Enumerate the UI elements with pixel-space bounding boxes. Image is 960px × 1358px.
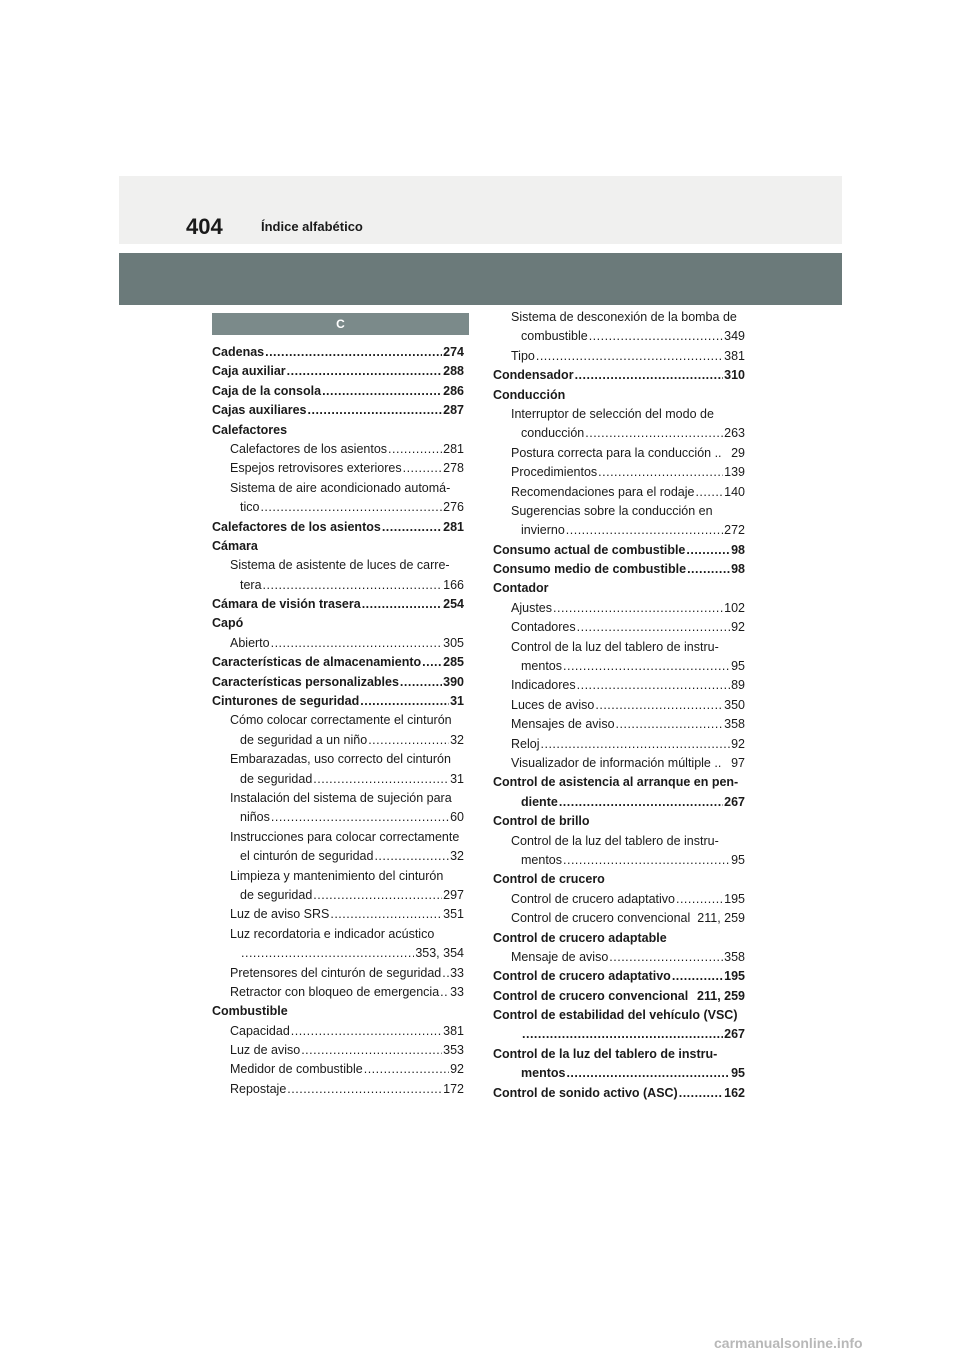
index-entry — [493, 967, 745, 986]
index-entry-page: 31 — [450, 771, 464, 786]
index-entry — [212, 576, 464, 595]
dot-leader — [616, 715, 724, 734]
index-entry — [212, 1060, 464, 1079]
page-number: 404 — [186, 214, 223, 239]
index-entry — [493, 599, 745, 618]
index-entry-term: Procedimientos — [511, 465, 598, 480]
index-entry-page: 140 — [724, 484, 745, 499]
index-entry — [493, 463, 745, 482]
index-entry-heading: Calefactores — [212, 422, 288, 437]
dot-leader — [271, 634, 443, 653]
index-entry-term: Cajas auxiliares — [212, 403, 307, 418]
index-entry-term: Medidor de combustible — [230, 1062, 363, 1077]
index-entry-heading: Sistema de desconexión de la bomba de — [511, 310, 737, 324]
dot-leader — [722, 444, 732, 463]
dot-leader — [403, 459, 443, 478]
index-entry-page: 102 — [724, 600, 745, 615]
index-entry-heading: Capó — [212, 616, 244, 631]
index-entry-page: 287 — [443, 403, 464, 418]
index-entry — [212, 1041, 464, 1060]
dot-leader — [575, 366, 724, 385]
dot-leader — [313, 886, 442, 905]
dot-leader — [308, 401, 443, 420]
index-entry-term: Calefactores de los asientos — [230, 441, 388, 456]
index-entry-page: 32 — [450, 732, 464, 747]
dot-leader — [566, 521, 723, 540]
index-entry-heading: Control de crucero — [493, 872, 605, 887]
index-entry-term: Características personalizables — [212, 674, 399, 689]
index-entry — [212, 770, 464, 789]
index-entry-page: 263 — [724, 426, 745, 441]
dot-leader — [271, 808, 449, 827]
index-entry — [493, 909, 745, 928]
index-entry-page: 92 — [450, 1062, 464, 1077]
index-entry-heading: Cómo colocar correctamente el cinturón — [230, 713, 452, 728]
index-entry-term: Mensajes de aviso — [511, 717, 615, 732]
header-bar — [119, 253, 842, 305]
index-entry-heading: Control de crucero adaptable — [493, 930, 667, 945]
dot-leader — [687, 560, 730, 579]
index-entry — [493, 696, 745, 715]
index-entry-heading: Instrucciones para colocar correctamente — [230, 829, 460, 844]
index-entry — [212, 808, 464, 827]
index-entry-page: 89 — [731, 678, 745, 693]
index-entry-heading: Cámara — [212, 538, 258, 553]
index-entry-term: Indicadores — [511, 678, 576, 693]
index-entry-term: Control de sonido activo (ASC) — [493, 1085, 678, 1100]
index-entry — [212, 944, 464, 963]
index-entry-page: 390 — [443, 674, 464, 689]
index-entry-page: 358 — [724, 949, 745, 964]
index-entry — [493, 347, 745, 366]
index-entry-term: de seguridad — [240, 771, 313, 786]
index-entry — [493, 444, 745, 463]
index-entry-term: Retractor con bloqueo de emergencia — [230, 984, 440, 999]
index-entry — [493, 618, 745, 637]
index-entry — [212, 886, 464, 905]
index-entry — [212, 731, 464, 750]
index-entry-term: Control de crucero adaptativo — [493, 969, 671, 984]
index-entry — [212, 905, 464, 924]
index-entry-term: de seguridad — [240, 887, 313, 902]
index-entry — [493, 715, 745, 734]
dot-leader — [721, 754, 731, 773]
dot-leader — [382, 518, 442, 537]
index-entry-page: 351 — [443, 907, 464, 922]
index-entry — [212, 673, 464, 692]
index-entry — [212, 983, 464, 1002]
index-entry — [212, 362, 464, 381]
index-entry — [493, 327, 745, 346]
index-entry-page: 305 — [443, 635, 464, 650]
index-entry — [212, 343, 464, 362]
dot-leader — [322, 382, 442, 401]
dot-leader — [559, 793, 723, 812]
dot-leader — [688, 987, 697, 1006]
index-entry — [493, 541, 745, 560]
index-entry-page: 95 — [731, 1066, 745, 1081]
dot-leader — [690, 909, 697, 928]
index-entry-term: Luz de aviso — [230, 1043, 301, 1058]
index-entry-page: 98 — [731, 562, 745, 577]
index-entry-term: Espejos retrovisores exteriores — [230, 461, 402, 476]
index-entry-term: Capacidad — [230, 1023, 290, 1038]
index-entry-heading: Control de la luz del tablero de instru- — [511, 639, 719, 654]
index-entry-page: 353 — [443, 1043, 464, 1058]
index-entry-page: 276 — [443, 500, 464, 515]
dot-leader — [260, 498, 442, 517]
dot-leader — [263, 576, 443, 595]
index-entry-page: 92 — [731, 620, 745, 635]
index-entry-term: mentos — [521, 1066, 566, 1081]
index-entry-page: 267 — [724, 1027, 745, 1042]
index-entry-page: 98 — [731, 542, 745, 557]
index-entry-heading: Conducción — [493, 387, 566, 402]
index-entry-page: 272 — [724, 523, 745, 538]
index-entry-term: tera — [240, 577, 262, 592]
index-entry — [493, 366, 745, 385]
dot-leader — [563, 851, 730, 870]
index-entry-term: diente — [521, 794, 558, 809]
dot-leader — [330, 905, 442, 924]
index-entry-heading: Control de estabilidad del vehículo (VSC) — [493, 1008, 738, 1023]
index-entry-term: el cinturón de seguridad — [240, 849, 374, 864]
dot-leader — [522, 1025, 723, 1044]
index-entry — [493, 657, 745, 676]
index-entry-page: 166 — [443, 577, 464, 592]
index-entry — [212, 595, 464, 614]
index-entry-term: mentos — [521, 659, 562, 674]
index-entry-page: 278 — [443, 461, 464, 476]
index-entry-page: 195 — [724, 891, 745, 906]
index-entry-term: Abierto — [230, 635, 270, 650]
index-entry-heading: Control de asistencia al arranque en pen- — [493, 775, 739, 790]
dot-leader — [442, 964, 449, 983]
index-entry — [493, 735, 745, 754]
index-entry-page: 29 — [731, 445, 745, 460]
index-entry-heading: Sistema de asistente de luces de carre- — [230, 558, 450, 573]
index-entry-term: combustible — [521, 329, 588, 344]
index-entry-page: 195 — [724, 969, 745, 984]
index-entry-page: 358 — [724, 717, 745, 732]
index-entry — [493, 560, 745, 579]
index-entry — [493, 1025, 745, 1044]
index-entry — [493, 424, 745, 443]
index-entry-term: Visualizador de información múltiple .. — [511, 755, 722, 770]
dot-leader — [686, 541, 730, 560]
index-entry-page: 254 — [443, 597, 464, 612]
index-entry-term: Recomendaciones para el rodaje — [511, 484, 695, 499]
index-entry-term: Condensador — [493, 368, 574, 383]
dot-leader — [672, 967, 723, 986]
index-entry-heading: Embarazadas, uso correcto del cinturón — [230, 752, 451, 767]
index-entry-page: 97 — [731, 755, 745, 770]
index-entry-page: 267 — [724, 794, 745, 809]
dot-leader — [585, 424, 723, 443]
index-entry-page: 281 — [443, 441, 464, 456]
index-entry-page: 381 — [443, 1023, 464, 1038]
index-entry — [493, 483, 745, 502]
index-entry-page: 285 — [443, 655, 464, 670]
dot-leader — [563, 657, 730, 676]
dot-leader — [388, 440, 442, 459]
index-entry-page: 297 — [443, 887, 464, 902]
index-entry-heading: Luz recordatoria e indicador acústico — [230, 926, 435, 941]
index-entry — [212, 459, 464, 478]
index-entry — [493, 851, 745, 870]
index-entry-heading: Sistema de aire acondicionado automá- — [230, 480, 451, 495]
index-entry-heading: Control de la luz del tablero de instru- — [511, 833, 719, 848]
dot-leader — [374, 847, 449, 866]
index-entry — [212, 401, 464, 420]
index-entry-page: 211, 259 — [697, 988, 745, 1003]
index-entry-page: 349 — [724, 329, 745, 344]
index-entry-heading: Combustible — [212, 1004, 288, 1019]
index-entry-term: Pretensores del cinturón de seguridad — [230, 965, 442, 980]
dot-leader — [609, 948, 723, 967]
index-entry — [212, 634, 464, 653]
index-entry-page: 281 — [443, 519, 464, 534]
dot-leader — [695, 483, 723, 502]
index-entry-term: invierno — [521, 523, 565, 538]
index-entry-term: Caja de la consola — [212, 383, 322, 398]
dot-leader — [536, 347, 723, 366]
index-entry — [493, 676, 745, 695]
index-entry — [212, 847, 464, 866]
index-entry-page: 172 — [443, 1081, 464, 1096]
index-entry-heading: Interruptor de selección del modo de — [511, 406, 714, 421]
dot-leader — [577, 676, 730, 695]
header-top-band — [119, 176, 842, 244]
index-entry — [212, 1080, 464, 1099]
index-entry — [212, 498, 464, 517]
dot-leader — [400, 673, 442, 692]
dot-leader — [301, 1041, 442, 1060]
index-entry-term: Reloj — [511, 736, 540, 751]
index-entry-term: Luces de aviso — [511, 697, 595, 712]
dot-leader — [368, 731, 449, 750]
dot-leader — [287, 1080, 442, 1099]
index-entry-term: Control de crucero convencional — [493, 988, 689, 1003]
index-entry-page: 353, 354 — [415, 946, 464, 961]
index-entry-term: Cinturones de seguridad — [212, 694, 360, 709]
index-entry-heading: Limpieza y mantenimiento del cinturón — [230, 868, 444, 883]
dot-leader — [360, 692, 449, 711]
dot-leader — [422, 653, 442, 672]
dot-leader — [291, 1022, 442, 1041]
index-entry-page: 32 — [450, 849, 464, 864]
index-entry-term: Postura correcta para la conducción .. — [511, 445, 722, 460]
index-entry-page: 162 — [724, 1085, 745, 1100]
index-entry — [212, 653, 464, 672]
index-entry-page: 381 — [724, 348, 745, 363]
index-entry-term: Cámara de visión trasera — [212, 597, 361, 612]
index-entry-term: Control de crucero convencional — [511, 911, 691, 926]
index-entry-term: Caja auxiliar — [212, 364, 286, 379]
index-entry — [212, 382, 464, 401]
index-entry-page: 95 — [731, 852, 745, 867]
index-entry-term: Contadores — [511, 620, 576, 635]
index-entry — [212, 1022, 464, 1041]
index-entry-page: 60 — [450, 810, 464, 825]
dot-leader — [265, 343, 442, 362]
index-entry-page: 31 — [450, 694, 464, 709]
index-entry — [493, 890, 745, 909]
index-entry — [212, 692, 464, 711]
index-entry-page: 33 — [450, 984, 464, 999]
index-entry-term: Consumo medio de combustible — [493, 562, 687, 577]
index-entry-term: Mensaje de aviso — [511, 949, 609, 964]
index-letter-heading: C — [212, 313, 469, 335]
section-title: Índice alfabético — [261, 219, 363, 234]
dot-leader — [679, 1084, 723, 1103]
index-entry-heading: Instalación del sistema de sujeción para — [230, 790, 452, 805]
index-entry-heading: Contador — [493, 581, 549, 596]
index-entry-page: 139 — [724, 465, 745, 480]
index-column-left — [212, 343, 464, 1099]
index-entry-page: 350 — [724, 697, 745, 712]
index-entry — [212, 964, 464, 983]
index-entry — [212, 518, 464, 537]
watermark: carmanualsonline.info — [714, 1335, 863, 1351]
index-entry-term: Consumo actual de combustible — [493, 542, 686, 557]
dot-leader — [589, 327, 723, 346]
index-entry-term: Luz de aviso SRS — [230, 907, 330, 922]
index-entry-page: 92 — [731, 736, 745, 751]
index-entry — [493, 1084, 745, 1103]
index-entry-term: Calefactores de los asientos — [212, 519, 381, 534]
index-entry-term: Tipo — [511, 348, 535, 363]
dot-leader — [541, 735, 731, 754]
index-entry-term: Cadenas — [212, 345, 265, 359]
index-column-right — [493, 308, 745, 1103]
index-entry — [493, 793, 745, 812]
dot-leader — [566, 1064, 730, 1083]
dot-leader — [362, 595, 442, 614]
index-entry-page: 288 — [443, 364, 464, 379]
index-entry-page: 310 — [724, 368, 745, 383]
index-entry-page: 286 — [443, 383, 464, 398]
index-entry-page: 33 — [450, 965, 464, 980]
dot-leader — [598, 463, 723, 482]
dot-leader — [553, 599, 723, 618]
index-entry-page: 274 — [443, 345, 464, 359]
index-entry-page: 211, 259 — [697, 911, 745, 926]
index-entry — [493, 987, 745, 1006]
index-entry-term: mentos — [521, 852, 562, 867]
index-entry-term: Ajustes — [511, 600, 552, 615]
dot-leader — [241, 944, 414, 963]
dot-leader — [313, 770, 449, 789]
index-entry — [493, 1064, 745, 1083]
index-entry-term: tico — [240, 500, 260, 515]
index-entry — [493, 948, 745, 967]
index-entry — [493, 521, 745, 540]
index-entry-heading: Control de la luz del tablero de instru- — [493, 1046, 718, 1061]
dot-leader — [676, 890, 723, 909]
dot-leader — [287, 362, 442, 381]
dot-leader — [440, 983, 449, 1002]
index-entry-term: conducción — [521, 426, 585, 441]
index-entry — [493, 754, 745, 773]
index-entry-term: Control de crucero adaptativo — [511, 891, 675, 906]
index-entry-heading: Sugerencias sobre la conducción en — [511, 503, 713, 518]
index-entry — [212, 440, 464, 459]
index-entry-term: Características de almacenamiento — [212, 655, 422, 670]
index-entry-page: 95 — [731, 659, 745, 674]
index-entry-term: niños — [240, 810, 270, 825]
dot-leader — [364, 1060, 449, 1079]
dot-leader — [595, 696, 723, 715]
index-entry-term: Repostaje — [230, 1081, 287, 1096]
dot-leader — [577, 618, 730, 637]
index-entry-heading: Control de brillo — [493, 814, 590, 829]
index-entry-term: de seguridad a un niño — [240, 732, 368, 747]
